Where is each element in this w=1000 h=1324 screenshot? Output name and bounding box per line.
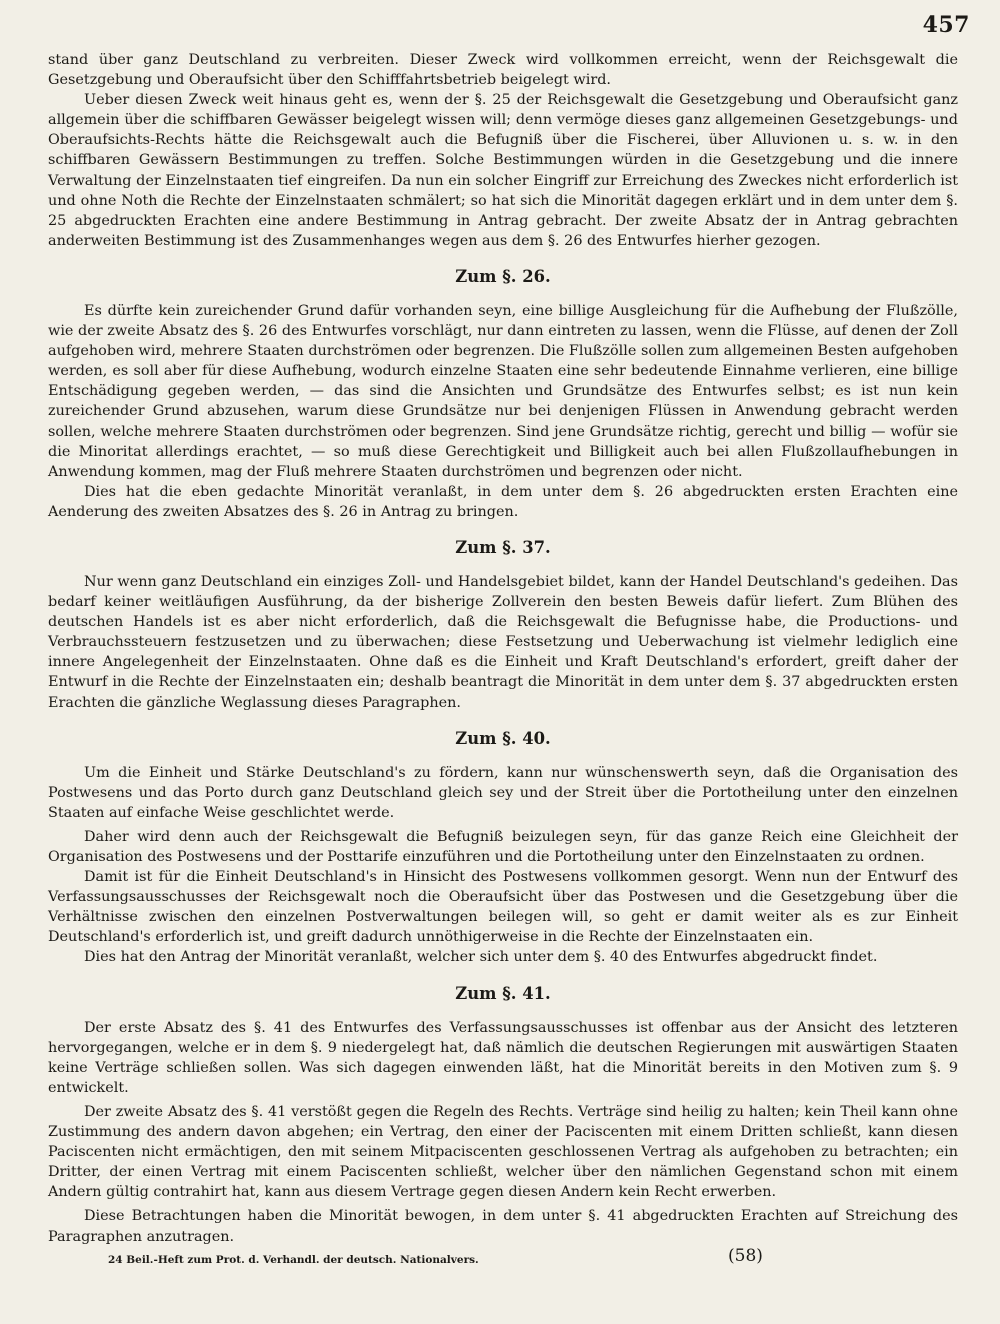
intro-paragraph-2: Ueber diesen Zweck weit hinaus geht es, wenn der §. 25 der Reichsgewalt die Gesetzgebung und Oberaufsicht ganz allgemein über die schiffbaren Gewässer beigelegt wissen will; denn vermöge dieses ganz allgemeinen Gesetzgebungs- und Oberaufsichts-Rechts hätte die Reichsgewalt auch die Befugniß über die Fischerei, über Alluvionen u. s. w. in den schiffbaren Gewässern Bestimmungen zu treffen. Solche Bestimmungen würden in die Gesetzgebung und die innere Verwaltung der Einzelnstaaten tief eingreifen. Da nun ein solcher Eingriff zur Erreichung des Zweckes nicht erforderlich ist und ohne Noth die Rechte der Einzelnstaaten schmälert; so hat sich die Minorität dagegen erklärt und in dem unter dem §. 25 abgedruckten Erachten eine andere Bestimmung in Antrag gebracht. Der zweite Absatz der in Antrag gebrachten anderweiten Bestimmung ist des Zusammenhanges wegen aus dem §. 26 des Entwurfes hierher gezogen. xyxy=(48,92,958,249)
section-26 xyxy=(48,266,958,522)
section-heading: Zum §. 37. xyxy=(455,537,551,557)
section-heading: Zum §. 26. xyxy=(455,266,551,286)
section-paragraph: Diese Betrachtungen haben die Minorität bewogen, in dem unter §. 41 abgedruckten Erachten auf Streichung des Paragraphen anzutragen. xyxy=(48,1208,958,1245)
intro-paragraph-1: stand über ganz Deutschland zu verbreiten. Dieser Zweck wird vollkommen erreicht, wenn der Reichsgewalt die Gesetzgebung und Oberaufsicht über den Schifffahrtsbetrieb beigelegt wird. xyxy=(48,52,958,89)
section-paragraph: Der zweite Absatz des §. 41 verstößt gegen die Regeln des Rechts. Verträge sind heilig zu halten; kein Theil kann ohne Zustimmung des andern davon abgehen; ein Vertrag, den einer der Paciscenten mit einem Dritten schließt, kann diesen Paciscenten nicht ermächtigen, den mit seinem Mitpaciscenten geschlossenen Vertrag als aufgehoben zu betrachten; ein Dritter, der einen Vertrag mit einem Paciscenten schließt, welcher über den nämlichen Gegenstand schon mit einem Andern gültig contrahirt hat, kann aus diesem Vertrage gegen diesen Andern kein Recht erwerben. xyxy=(48,1103,958,1201)
section-heading: Zum §. 41. xyxy=(455,983,551,1003)
section-37 xyxy=(48,537,958,713)
section-paragraph: Dies hat die eben gedachte Minorität veranlaßt, in dem unter dem §. 26 abgedruckten ersten Erachten eine Aenderung des zweiten Absatzes des §. 26 in Antrag zu bringen. xyxy=(48,483,958,520)
section-paragraph: Es dürfte kein zureichender Grund dafür vorhanden seyn, eine billige Ausgleichung für die Aufhebung der Flußzölle, wie der zweite Absatz des §. 26 des Entwurfes vorschlägt, nur dann eintreten zu lassen, wenn die Flüsse, auf denen der Zoll aufgehoben wird, mehrere Staaten durchströmen oder begrenzen. Die Flußzölle sollen zum allgemeinen Besten aufgehoben werden, es soll aber für diese Aufhebung, wodurch einzelne Staaten eine sehr bedeutende Einnahme verlieren, eine billige Entschädigung gegeben werden, — das sind die Ansichten und Grundsätze des Entwurfes selbst; es ist nun kein zureichender Grund abzusehen, warum diese Grundsätze nur bei denjenigen Flüssen in Anwendung gebracht werden sollen, welche mehrere Staaten durchströmen oder begrenzen. Sind jene Grundsätze richtig, gerecht und billig — wofür sie die Minoritat allerdings erachtet, — so muß diese Gerechtigkeit und Billigkeit auch bei allen Flußzollaufhebungen in Anwendung kommen, mag der Fluß mehrere Staaten durchströmen und begrenzen oder nicht. xyxy=(48,302,958,480)
section-41 xyxy=(48,983,958,1247)
page-footer xyxy=(108,1246,808,1276)
document-body xyxy=(48,50,958,1247)
section-paragraph: Nur wenn ganz Deutschland ein einziges Zoll- und Handelsgebiet bildet, kann der Handel Deutschland's gedeihen. Das bedarf keiner weitläufigen Ausführung, da der bisherige Zollverein den besten Beweis dafür liefert. Zum Blühen des deutschen Handels ist es aber nicht erforderlich, daß die Reichsgewalt die Befugnisse habe, die Productions- und Verbrauchssteuern festzusetzen und zu überwachen; diese Festsetzung und Ueberwachung ist vielmehr lediglich eine innere Angelegenheit der Einzelnstaaten. Ohne daß es die Einheit und Kraft Deutschland's erfordert, greift daher der Entwurf in die Rechte der Einzelnstaaten ein; deshalb beantragt die Minorität in dem unter dem §. 37 abgedruckten ersten Erachten die gänzliche Weglassung dieses Paragraphen. xyxy=(48,573,958,711)
page-number: 457 xyxy=(922,12,970,38)
section-paragraph: Dies hat den Antrag der Minorität veranlaßt, welcher sich unter dem §. 40 des Entwurfes abgedruckt findet. xyxy=(84,949,878,966)
section-paragraph: Der erste Absatz des §. 41 des Entwurfes des Verfassungsausschusses ist offenbar aus der Ansicht des letzteren hervorgegangen, welche er in dem §. 9 niedergelegt hat, daß nämlich die deutschen Regierungen mit auswärtigen Staaten keine Verträge schließen sollen. Was sich dagegen einwenden läßt, hat die Minorität bereits in den Motiven zum §. 9 entwickelt. xyxy=(48,1019,958,1096)
signature-mark: (58) xyxy=(728,1246,763,1266)
footer-reference: 24 Beil.-Heft zum Prot. d. Verhandl. der deutsch. Nationalvers. xyxy=(108,1254,479,1266)
section-paragraph: Damit ist für die Einheit Deutschland's in Hinsicht des Postwesens vollkommen gesorgt. Wenn nun der Entwurf des Verfassungsausschusses der Reichsgewalt noch die Oberaufsicht über das Postwesen und die Gesetzgebung über die Verhältnisse zwischen den einzelnen Postverwaltungen beilegen will, so geht er damit weiter als es zur Einheit Deutschland's erforderlich ist, und greift dadurch unnöthigerweise in die Rechte der Einzelnstaaten ein. xyxy=(48,869,958,946)
section-paragraph: Daher wird denn auch der Reichsgewalt die Befugniß beizulegen seyn, für das ganze Reich eine Gleichheit der Organisation des Postwesens und der Posttarife einzuführen und die Portotheilung unter den Einzelnstaaten zu ordnen. xyxy=(48,828,958,865)
section-40 xyxy=(48,728,958,968)
section-paragraph: Um die Einheit und Stärke Deutschland's zu fördern, kann nur wünschenswerth seyn, daß die Organisation des Postwesens und das Porto durch ganz Deutschland gleich sey und der Streit über die Portotheilung unter den einzelnen Staaten auf einfache Weise geschlichtet werde. xyxy=(48,764,958,821)
section-heading: Zum §. 40. xyxy=(455,728,551,748)
